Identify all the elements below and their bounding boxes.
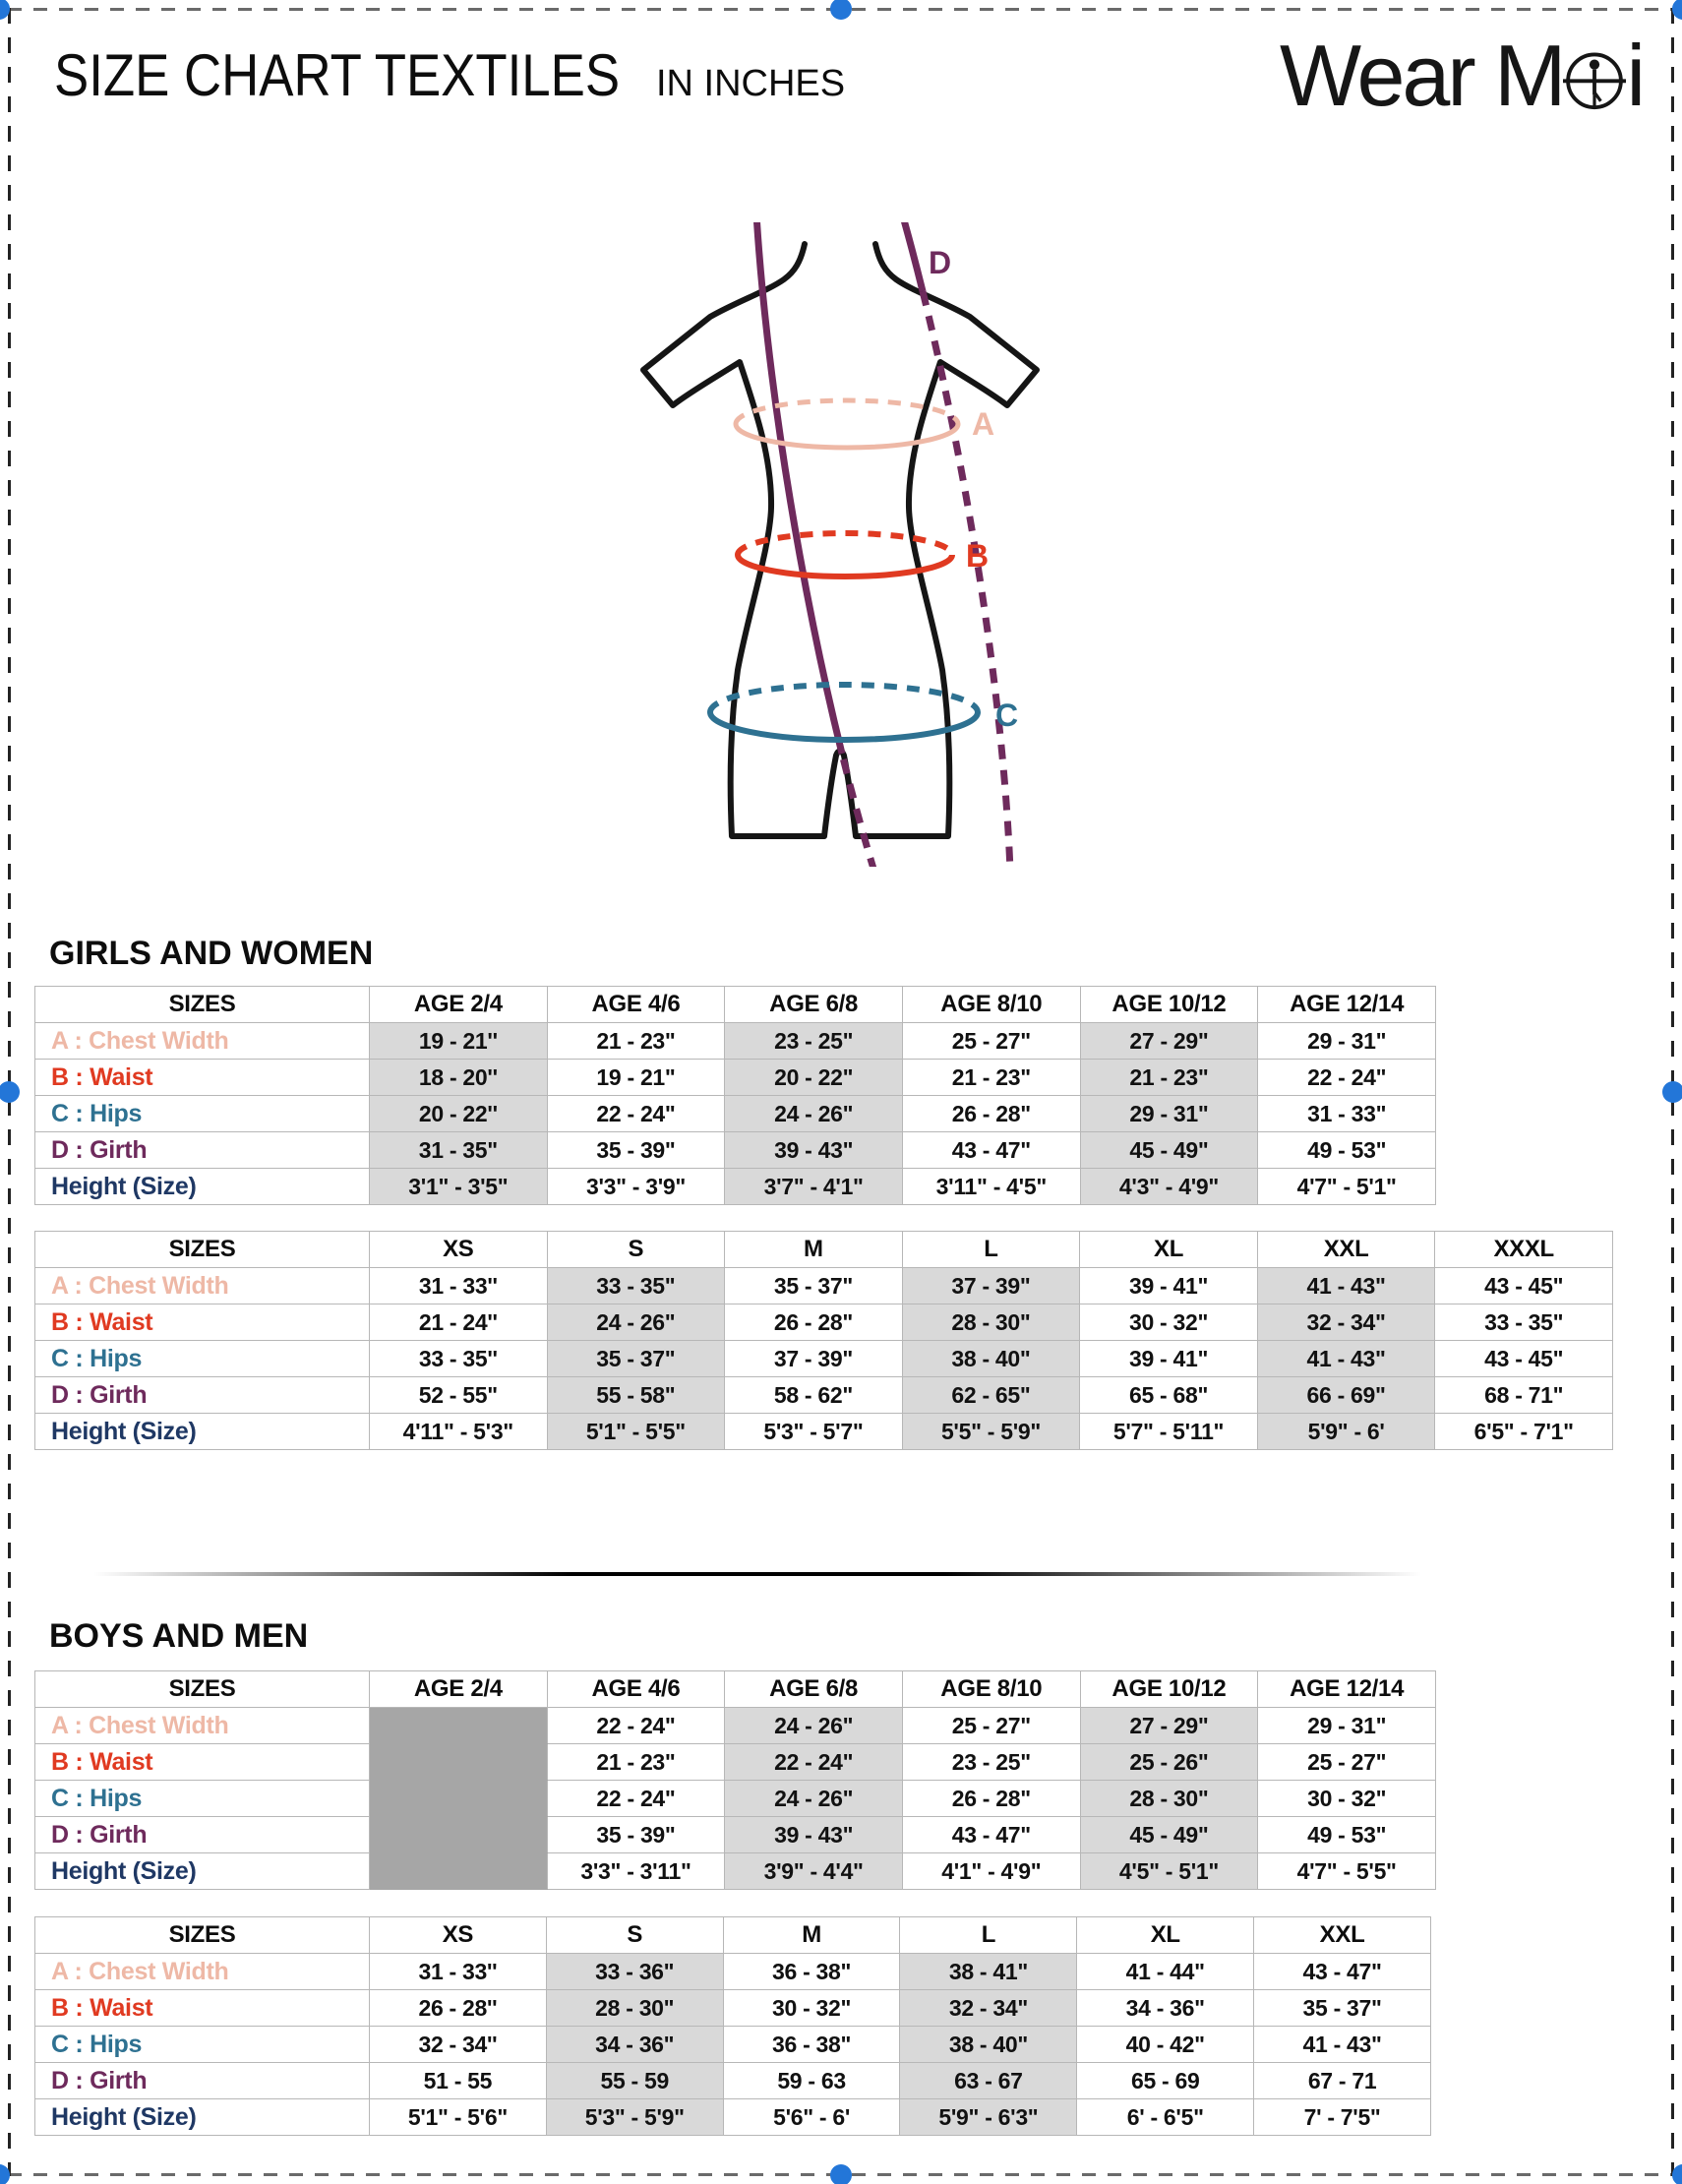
sizes-header-cell: SIZES <box>35 987 370 1023</box>
size-value-cell: 21 - 23" <box>547 1023 725 1060</box>
size-value-cell: 6'5" - 7'1" <box>1435 1414 1613 1450</box>
size-value-cell: 30 - 32" <box>1258 1781 1436 1817</box>
size-value-cell: 6' - 6'5" <box>1077 2099 1254 2136</box>
size-value-cell: 45 - 49" <box>1080 1132 1258 1169</box>
size-value-cell: 21 - 23" <box>547 1744 725 1781</box>
measure-row <box>35 1304 1613 1341</box>
size-value-cell: 52 - 55" <box>370 1377 548 1414</box>
row-label: B : Waist <box>35 1990 370 2027</box>
size-value-cell: 31 - 35" <box>370 1132 548 1169</box>
size-column-header: XS <box>370 1232 548 1268</box>
diagram-label-c: C <box>995 698 1019 733</box>
size-value-cell: 39 - 41" <box>1080 1268 1258 1304</box>
size-value-cell: 43 - 47" <box>1254 1954 1431 1990</box>
size-value-cell <box>370 1853 548 1890</box>
size-value-cell: 39 - 43" <box>725 1817 903 1853</box>
size-column-header: M <box>725 1232 903 1268</box>
size-value-cell: 51 - 55 <box>370 2063 547 2099</box>
girls-letter-table <box>34 1231 1613 1450</box>
row-label: D : Girth <box>35 1817 370 1853</box>
measure-row <box>35 2063 1431 2099</box>
row-label: B : Waist <box>35 1304 370 1341</box>
measure-row <box>35 1708 1436 1744</box>
boys-letter-table-container <box>34 1916 1431 2136</box>
measurement-diagram <box>590 222 1082 867</box>
size-value-cell: 43 - 45" <box>1435 1341 1613 1377</box>
size-value-cell: 20 - 22'' <box>370 1096 548 1132</box>
size-value-cell: 43 - 47" <box>902 1132 1080 1169</box>
row-label: B : Waist <box>35 1060 370 1096</box>
row-label: Height (Size) <box>35 1169 370 1205</box>
row-label: A : Chest Width <box>35 1268 370 1304</box>
girls-age-table-container <box>34 986 1436 1205</box>
row-label: A : Chest Width <box>35 1708 370 1744</box>
size-value-cell: 38 - 41" <box>900 1954 1077 1990</box>
size-value-cell: 22 - 24" <box>547 1708 725 1744</box>
size-value-cell: 35 - 37" <box>1254 1990 1431 2027</box>
measure-row <box>35 2027 1431 2063</box>
size-value-cell: 4'7" - 5'5" <box>1258 1853 1436 1890</box>
size-value-cell: 25 - 27" <box>1258 1744 1436 1781</box>
measure-row <box>35 1377 1613 1414</box>
size-value-cell: 29 - 31" <box>1258 1023 1436 1060</box>
hips-line-back <box>710 685 978 712</box>
size-column-header: L <box>902 1232 1080 1268</box>
size-value-cell: 63 - 67 <box>900 2063 1077 2099</box>
size-column-header: XL <box>1077 1917 1254 1954</box>
size-column-header: AGE 12/14 <box>1258 987 1436 1023</box>
page-title <box>54 41 845 109</box>
size-value-cell: 37 - 39" <box>725 1341 903 1377</box>
size-value-cell: 43 - 45" <box>1435 1268 1613 1304</box>
measure-row <box>35 1781 1436 1817</box>
size-value-cell: 65 - 68" <box>1080 1377 1258 1414</box>
size-value-cell <box>370 1781 548 1817</box>
sizes-header-cell: SIZES <box>35 1917 370 1954</box>
size-column-header: AGE 4/6 <box>547 1671 725 1708</box>
size-value-cell: 3'3" - 3'11" <box>547 1853 725 1890</box>
header-row <box>35 1917 1431 1954</box>
size-value-cell: 43 - 47" <box>902 1817 1080 1853</box>
size-value-cell: 5'3" - 5'7" <box>725 1414 903 1450</box>
size-value-cell: 21 - 23" <box>902 1060 1080 1096</box>
size-column-header: AGE 8/10 <box>902 1671 1080 1708</box>
size-value-cell: 19 - 21" <box>547 1060 725 1096</box>
size-value-cell: 32 - 34" <box>900 1990 1077 2027</box>
size-value-cell: 26 - 28'' <box>370 1990 547 2027</box>
measure-row <box>35 1817 1436 1853</box>
measure-row <box>35 1023 1436 1060</box>
measure-row <box>35 1169 1436 1205</box>
size-value-cell: 24 - 26" <box>725 1096 903 1132</box>
size-value-cell <box>370 1744 548 1781</box>
size-column-header: S <box>547 1232 725 1268</box>
size-value-cell: 65 - 69 <box>1077 2063 1254 2099</box>
size-value-cell: 23 - 25" <box>902 1744 1080 1781</box>
measure-row <box>35 1954 1431 1990</box>
size-value-cell: 68 - 71" <box>1435 1377 1613 1414</box>
size-value-cell: 49 - 53" <box>1258 1817 1436 1853</box>
header-row <box>35 987 1436 1023</box>
size-value-cell: 19 - 21'' <box>370 1023 548 1060</box>
size-column-header: AGE 6/8 <box>725 987 903 1023</box>
row-label: Height (Size) <box>35 2099 370 2136</box>
size-value-cell: 5'7" - 5'11" <box>1080 1414 1258 1450</box>
size-value-cell: 21 - 23" <box>1080 1060 1258 1096</box>
size-value-cell: 18 - 20'' <box>370 1060 548 1096</box>
size-value-cell: 32 - 34" <box>1257 1304 1435 1341</box>
size-value-cell: 5'5" - 5'9" <box>902 1414 1080 1450</box>
size-value-cell: 29 - 31" <box>1080 1096 1258 1132</box>
size-value-cell: 28 - 30" <box>902 1304 1080 1341</box>
size-value-cell <box>370 1708 548 1744</box>
size-column-header: AGE 4/6 <box>547 987 725 1023</box>
size-value-cell: 36 - 38" <box>723 2027 900 2063</box>
size-value-cell: 41 - 43" <box>1254 2027 1431 2063</box>
row-label: B : Waist <box>35 1744 370 1781</box>
row-label: D : Girth <box>35 1132 370 1169</box>
size-value-cell: 66 - 69" <box>1257 1377 1435 1414</box>
row-label: D : Girth <box>35 1377 370 1414</box>
size-value-cell: 7' - 7'5" <box>1254 2099 1431 2136</box>
row-label: C : Hips <box>35 2027 370 2063</box>
size-value-cell: 34 - 36" <box>546 2027 723 2063</box>
diagram-label-b: B <box>966 538 990 574</box>
diagram-label-a: A <box>972 406 995 442</box>
size-value-cell: 32 - 34'' <box>370 2027 547 2063</box>
page-title-main: SIZE CHART TEXTILES <box>54 42 621 108</box>
size-column-header: AGE 10/12 <box>1080 987 1258 1023</box>
size-value-cell: 24 - 26" <box>547 1304 725 1341</box>
size-value-cell: 5'3" - 5'9" <box>546 2099 723 2136</box>
selection-handle-middle-right[interactable] <box>1662 1081 1682 1103</box>
size-value-cell: 5'9" - 6' <box>1257 1414 1435 1450</box>
size-value-cell: 49 - 53" <box>1258 1132 1436 1169</box>
row-label: A : Chest Width <box>35 1954 370 1990</box>
size-value-cell: 3'7" - 4'1" <box>725 1169 903 1205</box>
measure-row <box>35 1060 1436 1096</box>
measure-row <box>35 1744 1436 1781</box>
size-value-cell: 35 - 37" <box>547 1341 725 1377</box>
size-value-cell: 27 - 29" <box>1080 1023 1258 1060</box>
size-value-cell: 30 - 32" <box>1080 1304 1258 1341</box>
row-label: C : Hips <box>35 1781 370 1817</box>
size-value-cell: 33 - 35'' <box>370 1341 548 1377</box>
size-value-cell: 3'1" - 3'5" <box>370 1169 548 1205</box>
brand-logo-text-suffix: i <box>1626 27 1643 124</box>
size-value-cell: 31 - 33'' <box>370 1268 548 1304</box>
size-value-cell: 22 - 24" <box>547 1781 725 1817</box>
size-value-cell: 24 - 26" <box>725 1708 903 1744</box>
measure-row <box>35 1341 1613 1377</box>
size-value-cell: 24 - 26" <box>725 1781 903 1817</box>
row-label: C : Hips <box>35 1096 370 1132</box>
size-value-cell <box>370 1817 548 1853</box>
size-value-cell: 31 - 33" <box>1258 1096 1436 1132</box>
size-value-cell: 5'1" - 5'6" <box>370 2099 547 2136</box>
size-value-cell: 22 - 24" <box>725 1744 903 1781</box>
size-value-cell: 26 - 28" <box>902 1096 1080 1132</box>
sizes-header-cell: SIZES <box>35 1232 370 1268</box>
selection-handle-top-center[interactable] <box>830 0 852 20</box>
size-value-cell: 25 - 26" <box>1080 1744 1258 1781</box>
boys-age-table-container <box>34 1670 1436 1890</box>
sizes-header-cell: SIZES <box>35 1671 370 1708</box>
header-row <box>35 1671 1436 1708</box>
measure-row <box>35 1414 1613 1450</box>
size-column-header: AGE 8/10 <box>902 987 1080 1023</box>
size-value-cell: 33 - 35" <box>547 1268 725 1304</box>
size-value-cell: 26 - 28" <box>725 1304 903 1341</box>
brand-logo <box>1210 26 1643 126</box>
size-value-cell: 29 - 31" <box>1258 1708 1436 1744</box>
size-column-header: XXL <box>1254 1917 1431 1954</box>
size-column-header: L <box>900 1917 1077 1954</box>
size-value-cell: 33 - 36" <box>546 1954 723 1990</box>
size-column-header: XXXL <box>1435 1232 1613 1268</box>
row-label: C : Hips <box>35 1341 370 1377</box>
size-value-cell: 26 - 28" <box>902 1781 1080 1817</box>
size-column-header: AGE 2/4 <box>370 1671 548 1708</box>
size-value-cell: 30 - 32" <box>723 1990 900 2027</box>
selection-handle-middle-left[interactable] <box>0 1081 20 1103</box>
size-value-cell: 62 - 65" <box>902 1377 1080 1414</box>
size-value-cell: 41 - 43" <box>1257 1341 1435 1377</box>
size-value-cell: 22 - 24" <box>547 1096 725 1132</box>
header-row <box>35 1232 1613 1268</box>
size-value-cell: 36 - 38" <box>723 1954 900 1990</box>
diagram-label-d: D <box>929 245 952 280</box>
size-value-cell: 3'3" - 3'9" <box>547 1169 725 1205</box>
size-value-cell: 41 - 43" <box>1257 1268 1435 1304</box>
boys-letter-table <box>34 1916 1431 2136</box>
size-value-cell: 58 - 62" <box>725 1377 903 1414</box>
size-value-cell: 35 - 37" <box>725 1268 903 1304</box>
size-value-cell: 39 - 43" <box>725 1132 903 1169</box>
size-value-cell: 3'9" - 4'4" <box>725 1853 903 1890</box>
row-label: Height (Size) <box>35 1853 370 1890</box>
size-value-cell: 27 - 29" <box>1080 1708 1258 1744</box>
size-column-header: AGE 2/4 <box>370 987 548 1023</box>
size-value-cell: 5'9" - 6'3" <box>900 2099 1077 2136</box>
size-value-cell: 25 - 27" <box>902 1708 1080 1744</box>
size-value-cell: 5'1" - 5'5" <box>547 1414 725 1450</box>
size-value-cell: 34 - 36" <box>1077 1990 1254 2027</box>
section-heading-boys-and-men: BOYS AND MEN <box>49 1617 309 1655</box>
measure-row <box>35 2099 1431 2136</box>
size-column-header: AGE 10/12 <box>1080 1671 1258 1708</box>
size-value-cell: 67 - 71 <box>1254 2063 1431 2099</box>
measure-row <box>35 1268 1613 1304</box>
brand-logo-text-prefix: Wear M <box>1280 27 1564 124</box>
measure-row <box>35 1853 1436 1890</box>
size-value-cell: 22 - 24" <box>1258 1060 1436 1096</box>
page-title-units: IN INCHES <box>655 63 846 104</box>
size-value-cell: 38 - 40" <box>902 1341 1080 1377</box>
size-value-cell: 4'7" - 5'1" <box>1258 1169 1436 1205</box>
size-value-cell: 25 - 27" <box>902 1023 1080 1060</box>
size-value-cell: 4'1" - 4'9" <box>902 1853 1080 1890</box>
size-value-cell: 4'3" - 4'9" <box>1080 1169 1258 1205</box>
section-divider <box>93 1572 1421 1576</box>
dancer-circle-icon <box>1563 48 1626 111</box>
size-value-cell: 35 - 39" <box>547 1817 725 1853</box>
hips-line-front <box>710 712 978 740</box>
size-value-cell: 4'5" - 5'1" <box>1080 1853 1258 1890</box>
size-column-header: AGE 6/8 <box>725 1671 903 1708</box>
measure-row <box>35 1096 1436 1132</box>
row-label: D : Girth <box>35 2063 370 2099</box>
size-value-cell: 3'11" - 4'5" <box>902 1169 1080 1205</box>
row-label: Height (Size) <box>35 1414 370 1450</box>
size-column-header: XXL <box>1257 1232 1435 1268</box>
girth-line-front <box>753 222 923 754</box>
girls-letter-table-container <box>34 1231 1613 1450</box>
size-value-cell: 28 - 30" <box>546 1990 723 2027</box>
girls-age-table <box>34 986 1436 1205</box>
size-value-cell: 4'11" - 5'3" <box>370 1414 548 1450</box>
size-value-cell: 59 - 63 <box>723 2063 900 2099</box>
section-heading-girls-and-women: GIRLS AND WOMEN <box>49 935 374 972</box>
size-value-cell: 23 - 25" <box>725 1023 903 1060</box>
size-value-cell: 41 - 44" <box>1077 1954 1254 1990</box>
size-value-cell: 35 - 39" <box>547 1132 725 1169</box>
size-column-header: XS <box>370 1917 547 1954</box>
size-value-cell: 55 - 59 <box>546 2063 723 2099</box>
size-value-cell: 31 - 33'' <box>370 1954 547 1990</box>
size-column-header: M <box>723 1917 900 1954</box>
size-value-cell: 21 - 24'' <box>370 1304 548 1341</box>
size-column-header: XL <box>1080 1232 1258 1268</box>
size-value-cell: 33 - 35" <box>1435 1304 1613 1341</box>
size-value-cell: 39 - 41" <box>1080 1341 1258 1377</box>
size-value-cell: 28 - 30" <box>1080 1781 1258 1817</box>
size-value-cell: 45 - 49" <box>1080 1817 1258 1853</box>
row-label: A : Chest Width <box>35 1023 370 1060</box>
size-value-cell: 38 - 40" <box>900 2027 1077 2063</box>
size-column-header: AGE 12/14 <box>1258 1671 1436 1708</box>
boys-age-table <box>34 1670 1436 1890</box>
size-value-cell: 40 - 42" <box>1077 2027 1254 2063</box>
selection-handle-bottom-center[interactable] <box>830 2164 852 2184</box>
measure-row <box>35 1990 1431 2027</box>
measure-row <box>35 1132 1436 1169</box>
size-value-cell: 5'6" - 6' <box>723 2099 900 2136</box>
size-value-cell: 37 - 39" <box>902 1268 1080 1304</box>
size-value-cell: 55 - 58" <box>547 1377 725 1414</box>
size-column-header: S <box>546 1917 723 1954</box>
size-value-cell: 20 - 22" <box>725 1060 903 1096</box>
chest-line-front <box>736 424 958 448</box>
